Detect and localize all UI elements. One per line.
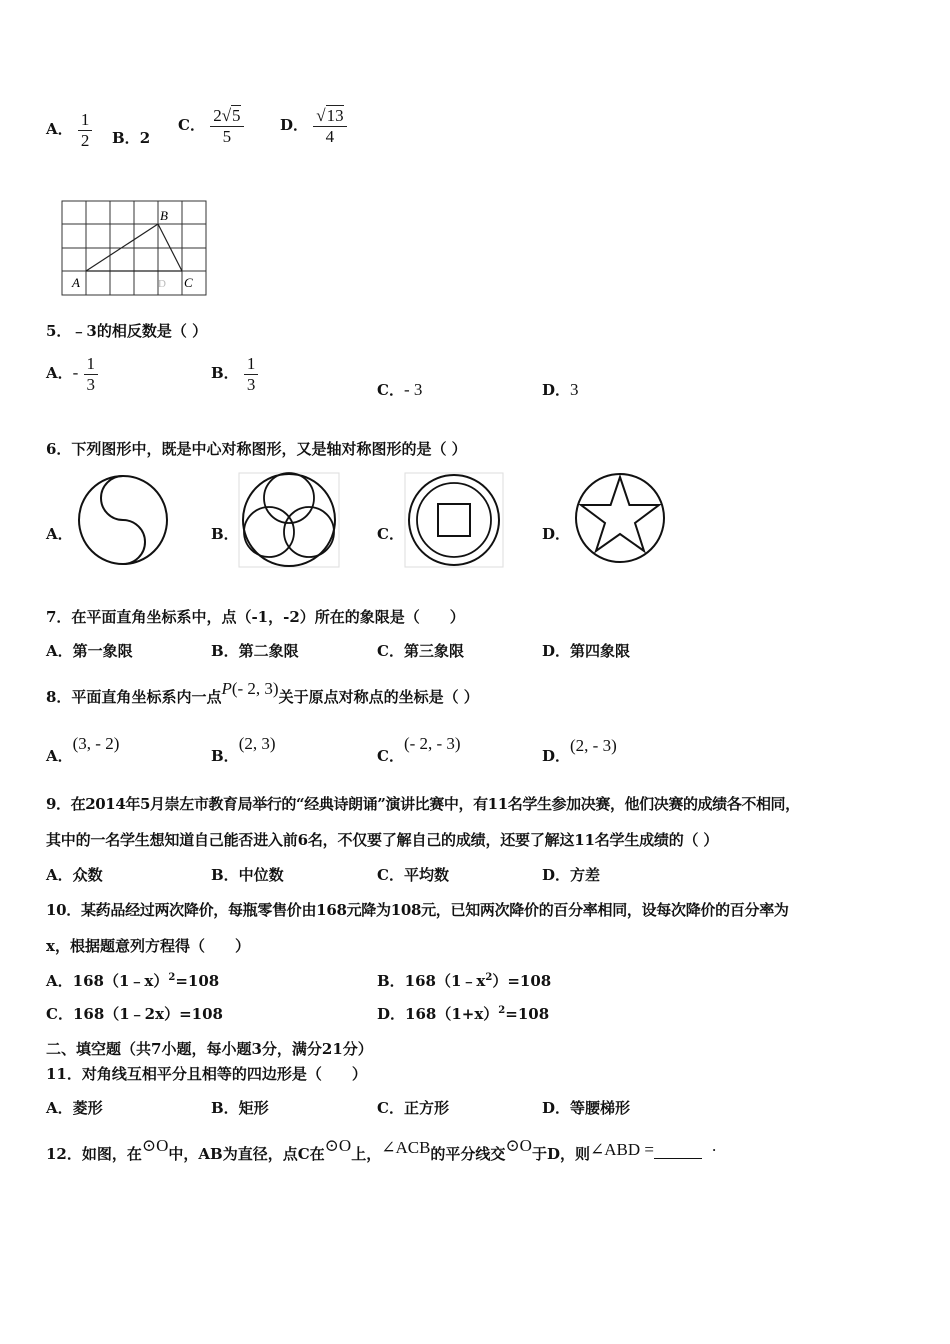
- q10-option-b[interactable]: B．$168(1﹣x^2)=108$: [377, 972, 552, 990]
- fraction: $\frac{1}{2}$: [78, 110, 93, 150]
- q10-option-c[interactable]: C．168（1﹣2x）=108: [46, 1005, 223, 1023]
- q9-stem-line1: 9．在2014年5月崇左市教育局举行的“经典诗朗诵”演讲比赛中，有11名学生参加决赛，他们决赛的成绩各不相同，: [46, 795, 800, 813]
- q11-option-b[interactable]: B．矩形: [211, 1099, 269, 1117]
- star-in-circle-figure: [574, 472, 666, 564]
- fraction: $\frac{1}{3}$: [84, 354, 99, 394]
- q7-stem: 7．在平面直角坐标系中，点（-1，-2）所在的象限是（ ）: [46, 608, 465, 626]
- q9-stem-line2: 其中的一名学生想知道自己能否进入前6名，不仅要了解自己的成绩，还要了解这11名学生成绩的（ ）: [46, 831, 719, 849]
- q6-option-a[interactable]: A．: [46, 525, 73, 543]
- q11-option-a[interactable]: A．菱形: [46, 1099, 103, 1117]
- q11-stem: 11．对角线互相平分且相等的四边形是（ ）: [46, 1065, 367, 1083]
- label-c: C: [184, 275, 193, 290]
- label-b: B: [160, 208, 168, 223]
- q8-stem: 8．平面直角坐标系内一点P(- 2, 3)关于原点对称点的坐标是（ ）: [46, 679, 479, 706]
- fraction: $\frac{√13}{4}$: [313, 106, 346, 146]
- q5-option-b[interactable]: B． $\frac{1}{3}$: [211, 354, 258, 394]
- q8-option-a[interactable]: A．(3, - 2): [46, 734, 120, 765]
- fraction: $\frac{1}{3}$: [244, 354, 259, 394]
- q6-option-b[interactable]: B．: [211, 525, 239, 543]
- q9-option-c[interactable]: C．平均数: [377, 866, 449, 884]
- q5-stem: 5．﹣3的相反数是（ ）: [46, 322, 208, 340]
- q4-option-a[interactable]: A． $\frac{1}{2}$: [46, 110, 92, 150]
- q11-option-c[interactable]: C．正方形: [377, 1099, 449, 1117]
- q12-stem: 12．如图，在⊙O中，AB为直径，点C在⊙O上，∠ACB的平分线交⊙O于D，则∠ABD = .: [46, 1136, 717, 1163]
- q7-option-b[interactable]: B．第二象限: [211, 642, 299, 660]
- three-circles-figure: [238, 472, 340, 568]
- yin-yang-figure: [75, 472, 171, 568]
- coin-square-figure: [404, 472, 504, 568]
- q4-option-b[interactable]: B．2: [112, 129, 151, 147]
- q7-option-d[interactable]: D．第四象限: [542, 642, 631, 660]
- q5-option-d[interactable]: D．3: [542, 380, 579, 399]
- answer-blank[interactable]: [654, 1158, 702, 1159]
- q9-option-b[interactable]: B．中位数: [211, 866, 284, 884]
- q8-option-c[interactable]: C．(- 2, - 3): [377, 734, 461, 765]
- q8-option-d[interactable]: D．(2, - 3): [542, 736, 617, 765]
- q7-option-a[interactable]: A．第一象限: [46, 642, 133, 660]
- section-heading: 二、填空题（共7小题，每小题3分，满分21分）: [46, 1040, 373, 1058]
- q8-option-b[interactable]: B．(2, 3): [211, 734, 276, 765]
- q11-option-d[interactable]: D．等腰梯形: [542, 1099, 631, 1117]
- q10-stem-line2: x，根据题意列方程得（ ）: [46, 937, 250, 955]
- q6-option-c[interactable]: C．: [377, 525, 404, 543]
- q6-stem: 6．下列图形中，既是中心对称图形，又是轴对称图形的是（ ）: [46, 440, 467, 458]
- q4-option-d[interactable]: D． $\frac{√13}{4}$: [280, 106, 347, 146]
- label-a: A: [72, 275, 80, 290]
- q10-option-a[interactable]: A．168（1﹣x）$^2$=108: [46, 972, 220, 990]
- q5-option-c[interactable]: C．- 3: [377, 380, 423, 399]
- grid-triangle-figure: [58, 198, 218, 300]
- fraction: $\frac{2√5}{5}$: [210, 106, 243, 146]
- q9-option-a[interactable]: A．众数: [46, 866, 103, 884]
- q7-option-c[interactable]: C．第三象限: [377, 642, 464, 660]
- label-d: D: [158, 278, 166, 290]
- q9-option-d[interactable]: D．方差: [542, 866, 601, 884]
- q10-option-d[interactable]: D．$168(1+x)^2=108$: [377, 1005, 550, 1023]
- q10-stem-line1: 10．某药品经过两次降价，每瓶零售价由168元降为108元，已知两次降价的百分率相同，设每次降价的百分率为: [46, 901, 789, 919]
- q5-option-a[interactable]: A．- $\frac{1}{3}$: [46, 354, 98, 394]
- q4-option-c[interactable]: C． $\frac{2√5}{5}$: [178, 106, 244, 146]
- q6-option-d[interactable]: D．: [542, 525, 571, 543]
